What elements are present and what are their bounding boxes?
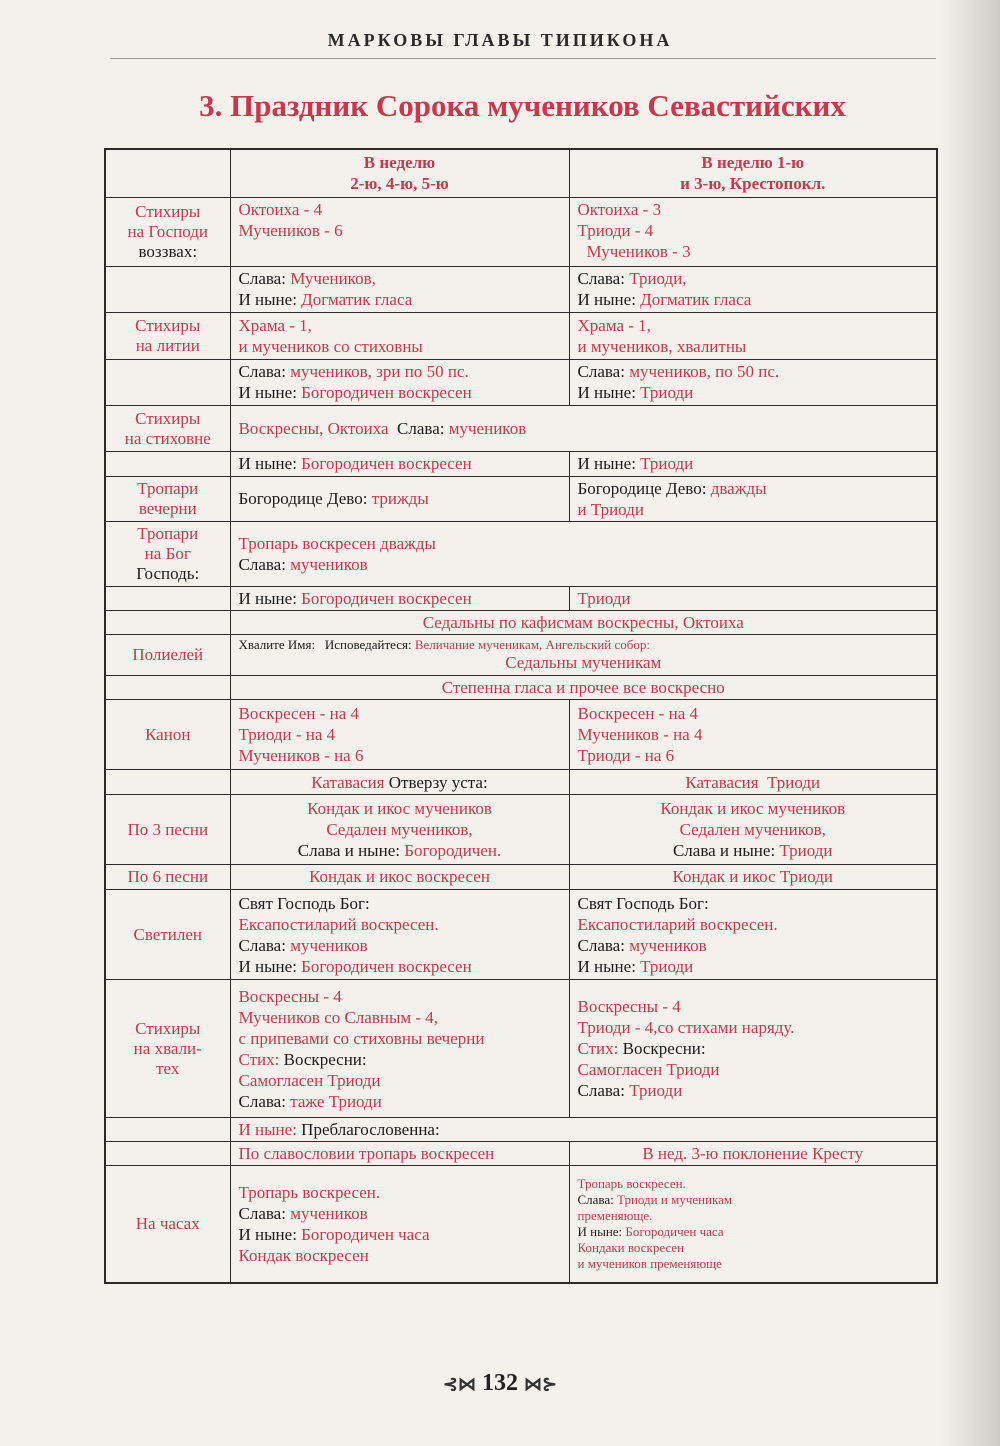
table-row (105, 1166, 937, 1283)
header-a-line1: В неделю (363, 153, 436, 173)
cell-value: и Триоди (577, 499, 644, 519)
cell-line: Мучеников - на 6 (238, 746, 364, 766)
row-label-kanon: Канон (105, 699, 230, 770)
ninye-label: И ныне: (238, 956, 297, 976)
label-part: Стихиры (135, 315, 201, 335)
sedalny-kafismy: Седальны по кафисмам воскресны, Октоиха (230, 610, 937, 634)
cell-line: Мучеников - 3 (586, 241, 691, 261)
slava-label: Слава: (577, 935, 625, 955)
cell-line: Кондак воскресен (238, 1246, 369, 1266)
sedalny-mucheniki: Седальны мученикам (505, 652, 662, 672)
slava-label: Слава: (238, 1091, 286, 1111)
cell-a (230, 359, 569, 405)
cell-line: Ексапостиларий воскресен. (238, 914, 439, 934)
cell-line: и мучеников пременяюще (577, 1256, 722, 1272)
cell-value: трижды (371, 489, 429, 509)
slava-value: Триоди, (629, 269, 687, 289)
cell-a: По славословии тропарь воскресен (230, 1142, 569, 1166)
cell-line: Триоди - на 6 (577, 746, 675, 766)
table-row (105, 980, 937, 1117)
slava-label: Слава: (238, 554, 286, 574)
row-label-vozzvah (105, 197, 230, 266)
ninye-label: И ныне: (577, 956, 636, 976)
label-part: на стиховне (124, 428, 211, 448)
table-row (105, 405, 937, 451)
slava-value: мучеников (290, 554, 368, 574)
table-row (105, 635, 937, 675)
row-label-empty (105, 266, 230, 312)
ispovedaitesya-label: Исповедайтеся: (324, 636, 412, 652)
cell-line: Кондак и икос мучеников (307, 799, 492, 818)
ninye-label: И ныне: (238, 454, 297, 474)
running-head: МАРКОВЫ ГЛАВЫ ТИПИКОНА (327, 30, 673, 50)
table-row (105, 794, 937, 865)
cell-line: Кондаки воскресен (577, 1240, 685, 1256)
cell-line: Воскресны - 4 (238, 986, 342, 1006)
ninye-label: И ныне: (238, 383, 297, 403)
label-part: Господь: (136, 563, 200, 583)
slava-value: Триоди (629, 1081, 683, 1101)
ninye-label: И ныне: (238, 1119, 297, 1139)
cell-text: Богородице Дево: (577, 478, 707, 498)
table-row (105, 266, 937, 312)
cell-line: Мучеников со Славным - 4, (238, 1007, 439, 1027)
slava-label: Слава: (577, 1081, 625, 1101)
ninye-label: И ныне: (577, 454, 636, 474)
slava-label: Слава и ныне: (672, 841, 776, 860)
cell-merged (230, 405, 937, 451)
ninye-value: Богородичен воскресен (301, 454, 472, 474)
table-row (105, 865, 937, 889)
slava-label: Слава: (238, 935, 286, 955)
label-part: Стихиры (135, 1018, 201, 1038)
cell-b (569, 313, 937, 359)
cell-b (569, 476, 937, 521)
ninye-value: Триоди (640, 383, 694, 403)
cell-line: Триоди - 4,со стихами наряду. (577, 1018, 795, 1038)
label-part: на Бог (144, 543, 191, 563)
ninye-label: И ныне: (238, 588, 297, 608)
stikh-label: Стих: (577, 1039, 619, 1059)
table-row (105, 197, 937, 266)
ninye-label: И ныне: (577, 383, 636, 403)
book-gutter-shadow (940, 0, 1000, 1446)
katavasia-label: Катавасия (685, 772, 759, 792)
ninye-value: Догматик гласа (301, 290, 413, 310)
cell-text: Богородице Дево: (238, 489, 368, 509)
table-row (105, 1117, 937, 1141)
cell-line: Самогласен Триоди (577, 1060, 720, 1080)
slava-value: таже Триоди (290, 1091, 382, 1111)
cell-b (569, 699, 937, 770)
ninye-value: Богородичен воскресен (301, 383, 472, 403)
cell-a (230, 452, 569, 476)
cell-line: Триоди - на 4 (238, 725, 336, 745)
slava-value: мучеников (448, 419, 527, 439)
row-label-empty (105, 1142, 230, 1166)
katavasia-label: Катавасия (311, 772, 385, 792)
cell-line: и мучеников со стиховны (238, 336, 423, 356)
katavasia-value: Отверзу уста: (388, 772, 488, 792)
ninye-label: И ныне: (238, 290, 297, 310)
table-row (105, 359, 937, 405)
cell-line: Свят Господь Бог: (238, 893, 370, 913)
katavasia-value: Триоди (767, 772, 821, 792)
slava-label: Слава: (238, 1204, 286, 1224)
cell-line: Воскресны - 4 (577, 997, 681, 1017)
slava-label: Слава: (577, 269, 625, 289)
page-number-value: 132 (482, 1370, 518, 1396)
cell-b (569, 794, 937, 865)
ninye-value: Богородичен часа (301, 1225, 430, 1245)
ornament-left-icon: ⊰⋈ (442, 1374, 476, 1394)
cell-a (230, 586, 569, 610)
cell-b (569, 1166, 937, 1283)
cell-line: Седален мучеников, (679, 820, 826, 839)
slava-value: Мучеников, (290, 269, 376, 289)
khvalite-label: Хвалите Имя: (238, 636, 316, 652)
label-part: тех (156, 1058, 180, 1078)
cell-b: Триоди (569, 586, 937, 610)
row-label-pesn-3: По 3 песни (105, 794, 230, 865)
cell-b (569, 770, 937, 794)
row-label-empty (105, 675, 230, 699)
cell-line: Октоиха - 3 (577, 199, 662, 219)
label-part: вечерни (138, 498, 197, 518)
cell-line: и мучеников, хвалитны (577, 336, 747, 356)
cell-line: Октоиха - 4 (238, 199, 323, 219)
ninye-value: Триоди (640, 956, 694, 976)
cell-a (230, 476, 569, 521)
ninye-label: И ныне: (577, 290, 636, 310)
label-part: Стихиры (135, 408, 201, 428)
cell-b (569, 889, 937, 980)
label-part: Стихиры (135, 201, 201, 221)
cell-line: Воскресен - на 4 (577, 704, 698, 724)
label-part: на литии (135, 335, 200, 355)
slava-value: Богородичен. (404, 841, 502, 860)
velichanie-text: Величание мученикам, Ангельский собор: (414, 636, 650, 652)
cell-line: с припевами со стиховны вечерни (238, 1028, 485, 1048)
header-a-line2: 2-ю, 4-ю, 5-ю (350, 174, 449, 194)
cell-a (230, 313, 569, 359)
row-label-empty (105, 770, 230, 794)
stepenna: Степенна гласа и прочее все воскресно (230, 675, 937, 699)
row-label-svetilen: Светилен (105, 889, 230, 980)
cell-b: В нед. 3-ю поклонение Кресту (569, 1142, 937, 1166)
table-row (105, 586, 937, 610)
cell-line: Мучеников - на 4 (577, 725, 703, 745)
header-b-line1: В неделю 1-ю (701, 153, 805, 173)
row-label-empty (105, 1117, 230, 1141)
cell-merged (230, 522, 937, 587)
cell-line: Свят Господь Бог: (577, 893, 709, 913)
cell-line: Тропарь воскресен дважды (238, 533, 436, 553)
cell-line: Тропарь воскресен. (238, 1183, 381, 1203)
row-label-empty (105, 610, 230, 634)
row-label-polielei: Полиелей (105, 635, 230, 675)
ninye-label: И ныне: (238, 1225, 297, 1245)
cell-line: Триоди - 4 (577, 220, 654, 240)
stikh-value: Воскресни: (283, 1049, 367, 1069)
cell-line: Самогласен Триоди (238, 1070, 381, 1090)
slava-value: мучеников, зри по 50 пс. (290, 362, 469, 382)
cell-a (230, 770, 569, 794)
slava-label: Слава: (577, 1192, 614, 1208)
ninye-value: Богородичен часа (625, 1224, 724, 1240)
label-part: Тропари (137, 478, 199, 498)
cell-line: Храма - 1, (577, 315, 651, 335)
slava-label: Слава: (238, 269, 286, 289)
row-label-empty (105, 359, 230, 405)
ninye-value: Триоди (640, 454, 694, 474)
label-part: на хвали- (133, 1038, 202, 1058)
slava-value: мучеников (290, 935, 368, 955)
stikh-label: Стих: (238, 1049, 280, 1069)
ornament-right-icon: ⋈⊱ (524, 1374, 558, 1394)
slava-value: Триоди и мученикам (617, 1192, 733, 1208)
cell-b: Кондак и икос Триоди (569, 865, 937, 889)
table-row (105, 452, 937, 476)
cell-merged (230, 1117, 937, 1141)
header-rule (110, 58, 936, 59)
row-label-stikhovna (105, 405, 230, 451)
slava-value: мучеников (629, 935, 707, 955)
table-row (105, 522, 937, 587)
corner-cell (105, 149, 230, 197)
cell-a (230, 1166, 569, 1283)
row-label-pesn-6: По 6 песни (105, 865, 230, 889)
row-label-chasy: На часах (105, 1166, 230, 1283)
cell-b (569, 359, 937, 405)
row-label-empty (105, 586, 230, 610)
cell-b (569, 452, 937, 476)
cell-line: пременяюще. (577, 1208, 653, 1224)
header-col-sundays-1-3 (569, 149, 937, 197)
label-part: воззвах: (138, 241, 198, 261)
slava-value: мучеников, по 50 пс. (629, 362, 780, 382)
slava-value: мучеников (290, 1204, 368, 1224)
cell-a (230, 980, 569, 1117)
cell-line: Кондак и икос мучеников (660, 799, 846, 818)
row-label-litiya (105, 313, 230, 359)
table-row (105, 889, 937, 980)
ninye-value: Богородичен воскресен (301, 956, 472, 976)
cell-value: дважды (710, 478, 767, 498)
table-row (105, 610, 937, 634)
table-row (105, 699, 937, 770)
cell-a (230, 266, 569, 312)
row-label-troparia-vechern (105, 476, 230, 521)
cell-line: Мучеников - 6 (238, 220, 343, 240)
cell-line: Седален мучеников, (326, 820, 473, 839)
label-part: Тропари (137, 523, 199, 543)
table-row (105, 770, 937, 794)
cell-merged (230, 635, 937, 675)
ninye-value: Богородичен воскресен (301, 588, 472, 608)
table-row (105, 313, 937, 359)
cell-line: Тропарь воскресен. (577, 1176, 686, 1192)
stikh-value: Воскресни: (622, 1039, 706, 1059)
slava-label: Слава: (577, 362, 625, 382)
header-b-line2: и 3-ю, Крестопокл. (680, 174, 826, 194)
cell-a (230, 197, 569, 266)
row-label-empty (105, 452, 230, 476)
cell-a (230, 794, 569, 865)
table-row (105, 675, 937, 699)
ninye-value: Догматик гласа (640, 290, 752, 310)
cell-line: Храма - 1, (238, 315, 312, 335)
cell-a (230, 699, 569, 770)
table-header-row (105, 149, 937, 197)
ninye-label: И ныне: (577, 1224, 623, 1240)
slava-label: Слава: (397, 419, 445, 439)
cell-b (569, 980, 937, 1117)
table-row (105, 476, 937, 521)
slava-value: Триоди (779, 841, 833, 860)
table-row (105, 1142, 937, 1166)
row-label-troparia-bog-gospod (105, 522, 230, 587)
ninye-value: Преблагословенна: (301, 1119, 440, 1139)
slava-label: Слава и ныне: (297, 841, 400, 860)
cell-line: Воскресен - на 4 (238, 704, 359, 724)
cell-line: Ексапостиларий воскресен. (577, 914, 778, 934)
cell-b (569, 266, 937, 312)
chapter-title: 3. Праздник Сорока мучеников Севастийских (199, 88, 846, 123)
header-col-sundays-2-4-5 (230, 149, 569, 197)
cell-a (230, 889, 569, 980)
page-number (0, 1370, 1000, 1397)
slava-label: Слава: (238, 362, 286, 382)
cell-text: Воскресны, Октоиха (238, 419, 389, 439)
label-part: на Господи (127, 221, 209, 241)
cell-b (569, 197, 937, 266)
cell-a: Кондак и икос воскресен (230, 865, 569, 889)
typikon-rubric-table (104, 148, 938, 1284)
row-label-khvalitekh (105, 980, 230, 1117)
